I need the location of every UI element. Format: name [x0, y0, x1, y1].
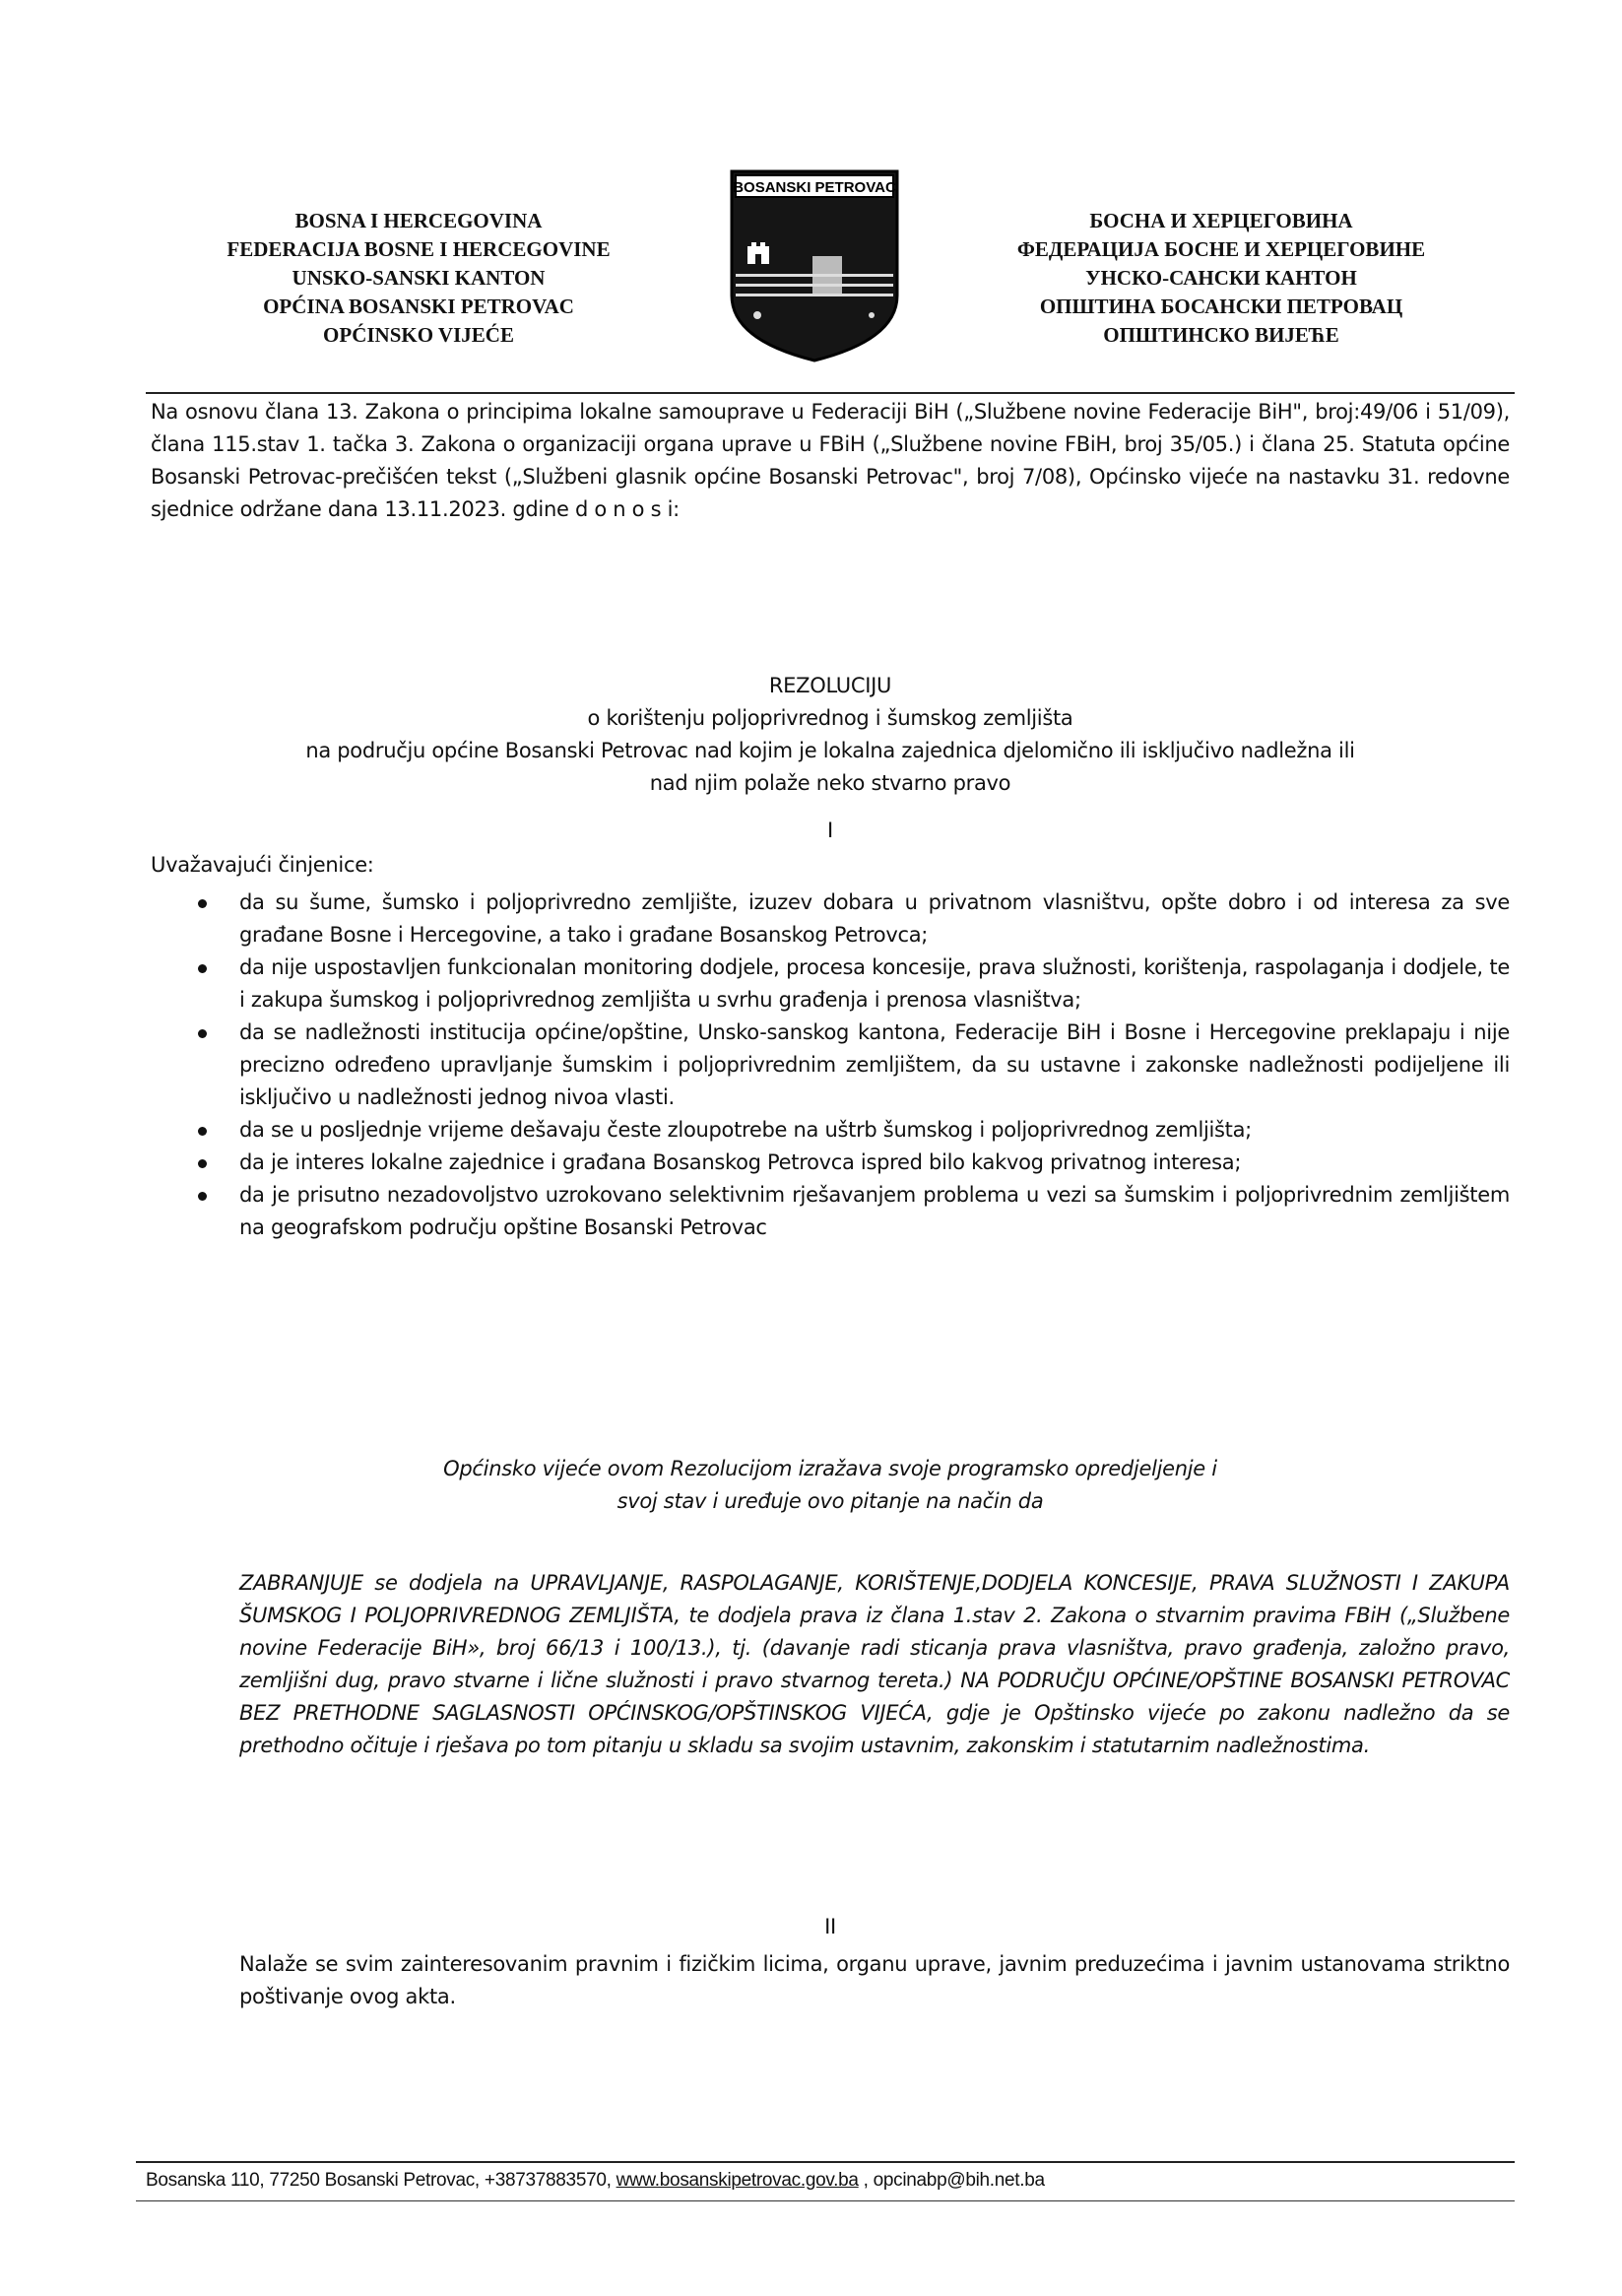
header-country-cyr: БОСНА И ХЕРЦЕГОВИНА	[1089, 209, 1353, 232]
footer-divider-bottom	[136, 2200, 1515, 2201]
list-item: da je prisutno nezadovoljstvo uzrokovano selektivnim rješavanjem problema u vezi sa šumskim i poljoprivrednim zemljištem na geografskom području opštine Bosanski Petrovac	[151, 1179, 1510, 1244]
footer-separator: ,	[858, 2170, 874, 2191]
header-council-cyr: ОПШТИНСКО ВИЈЕЋЕ	[1103, 323, 1339, 347]
considering-lead: Uvažavajući činjenice:	[151, 853, 374, 877]
list-item: da nije uspostavljen funkcionalan monitoring dodjele, procesa koncesije, prava služnosti, korištenja, raspolaganja i dodjele, te i zakupa šumskog i poljoprivrednog zemljišta u svrhu građenja i prenosa vlasništva;	[151, 951, 1510, 1017]
header-canton: UNSKO-SANSKI KANTON	[292, 266, 546, 290]
resolution-title	[151, 670, 1510, 800]
header-federation: FEDERACIJA BOSNE I HERCEGOVINE	[227, 237, 611, 261]
header-council: OPĆINSKO VIJEĆE	[323, 323, 514, 347]
list-item: da se u posljednje vrijeme dešavaju česte zloupotrebe na uštrb šumskog i poljoprivrednog zemljišta;	[151, 1114, 1510, 1147]
header-federation-cyr: ФЕДЕРАЦИЈА БОСНЕ И ХЕРЦЕГОВИНЕ	[1016, 237, 1426, 261]
bullet-icon	[198, 1127, 207, 1136]
resolution-subtitle-2: na području općine Bosanski Petrovac nad kojim je lokalna zajednica djelomično ili isključivo nadležna ili	[305, 739, 1355, 762]
list-item: da je interes lokalne zajednice i građana Bosanskog Petrovca ispred bilo kakvog privatnog interesa;	[151, 1147, 1510, 1179]
footer-website-link[interactable]: www.bosanskipetrovac.gov.ba	[616, 2170, 859, 2191]
header-municipality-cyr: ОПШТИНА БОСАНСКИ ПЕТРОВАЦ	[1039, 295, 1403, 318]
declaration-line-2: svoj stav i uređuje ovo pitanje na način da	[616, 1489, 1044, 1513]
header-canton-cyr: УНСКО-САНСКИ КАНТОН	[1085, 266, 1357, 290]
section-number-1: I	[827, 819, 833, 842]
list-item: da su šume, šumsko i poljoprivredno zemljište, izuzev dobara u privatnom vlasništvu, opšte dobro i od interesa za sve građane Bosne i Hercegovine, a tako i građane Bosanskog Petrovca;	[151, 886, 1510, 951]
bullet-icon	[198, 1192, 207, 1201]
resolution-subtitle-3: nad njim polaže neko stvarno pravo	[649, 771, 1011, 795]
header-municipality: OPĆINA BOSANSKI PETROVAC	[263, 295, 574, 318]
header-divider	[146, 392, 1515, 394]
footer-email[interactable]: opcinabp@bih.net.ba	[873, 2170, 1045, 2191]
bullet-icon	[198, 1159, 207, 1168]
compliance-paragraph: Nalaže se svim zainteresovanim pravnim i fizičkim licima, organu uprave, javnim preduzećima i javnim ustanovama striktno poštivanje ovog akta.	[239, 1952, 1510, 2008]
footer-address: Bosanska 110, 77250 Bosanski Petrovac, +38737883570,	[146, 2170, 616, 2191]
section-number-2: II	[824, 1915, 836, 1938]
header-cyrillic	[945, 207, 1497, 350]
crest-label: BOSANSKI PETROVAC	[733, 179, 896, 196]
header-country: BOSNA I HERCEGOVINA	[294, 209, 543, 232]
footer-contact	[146, 2170, 1045, 2192]
list-item: da se nadležnosti institucija općine/opštine, Unsko-sanskog kantona, Federacije BiH i Bosne i Hercegovine preklapaju i nije precizno određeno upravljanje šumskim i poljoprivrednim zemljištem, da su ustavne i zakonske nadležnosti podijeljene ili isključivo u nadležnosti jednog nivoa vlasti.	[151, 1017, 1510, 1114]
bullet-icon	[198, 1029, 207, 1038]
facts-list	[151, 886, 1510, 1244]
municipal-crest-icon	[726, 167, 903, 364]
footer-divider-top	[136, 2161, 1515, 2163]
declaration-line-1: Općinsko vijeće ovom Rezolucijom izražava svoje programsko opredjeljenje i	[443, 1457, 1217, 1480]
legal-basis-paragraph: Na osnovu člana 13. Zakona o principima lokalne samouprave u Federaciji BiH („Službene novine Federacije BiH", broj:49/06 i 51/09), člana 115.stav 1. tačka 3. Zakona o organizaciji organa uprave u FBiH („Službene novine FBiH, broj 35/05.) i člana 25. Statuta općine Bosanski Petrovac-prečišćen tekst („Službeni glasnik općine Bosanski Petrovac", broj 7/08), Općinsko vijeće na nastavku 31. redovne sjednice održane dana 13.11.2023. gdine d o n o s i:	[151, 400, 1510, 521]
prohibition-paragraph: ZABRANJUJE se dodjela na UPRAVLJANJE, RASPOLAGANJE, KORIŠTENJE,DODJELA KONCESIJE, PRAVA SLUŽNOSTI I ZAKUPA ŠUMSKOG I POLJOPRIVREDNOG ZEMLJIŠTA, te dodjela prava iz člana 1.stav 2. Zakona o stvarnim pravima FBiH („Službene novine Federacije BiH», broj 66/13 i 100/13.), tj. (davanje radi sticanja prava vlasništva, pravo građenja, založno pravo, zemljišni dug, pravo stvarne i lične služnosti i pravo stvarnog tereta.) NA PODRUČJU OPĆINE/OPŠTINE BOSANSKI PETROVAC BEZ PRETHODNE SAGLASNOSTI OPĆINSKOG/OPŠTINSKOG VIJEĆA, gdje je Opštinsko vijeće po zakonu nadležno da se prethodno očituje i rješava po tom pitanju u skladu sa svojim ustavnim, zakonskim i statutarnim nadležnostima.	[239, 1571, 1510, 1757]
header-latin	[148, 207, 689, 350]
council-declaration	[151, 1453, 1510, 1518]
bullet-icon	[198, 964, 207, 973]
resolution-subtitle-1: o korištenju poljoprivrednog i šumskog zemljišta	[587, 706, 1073, 730]
resolution-heading: REZOLUCIJU	[768, 674, 892, 697]
bullet-icon	[198, 899, 207, 908]
